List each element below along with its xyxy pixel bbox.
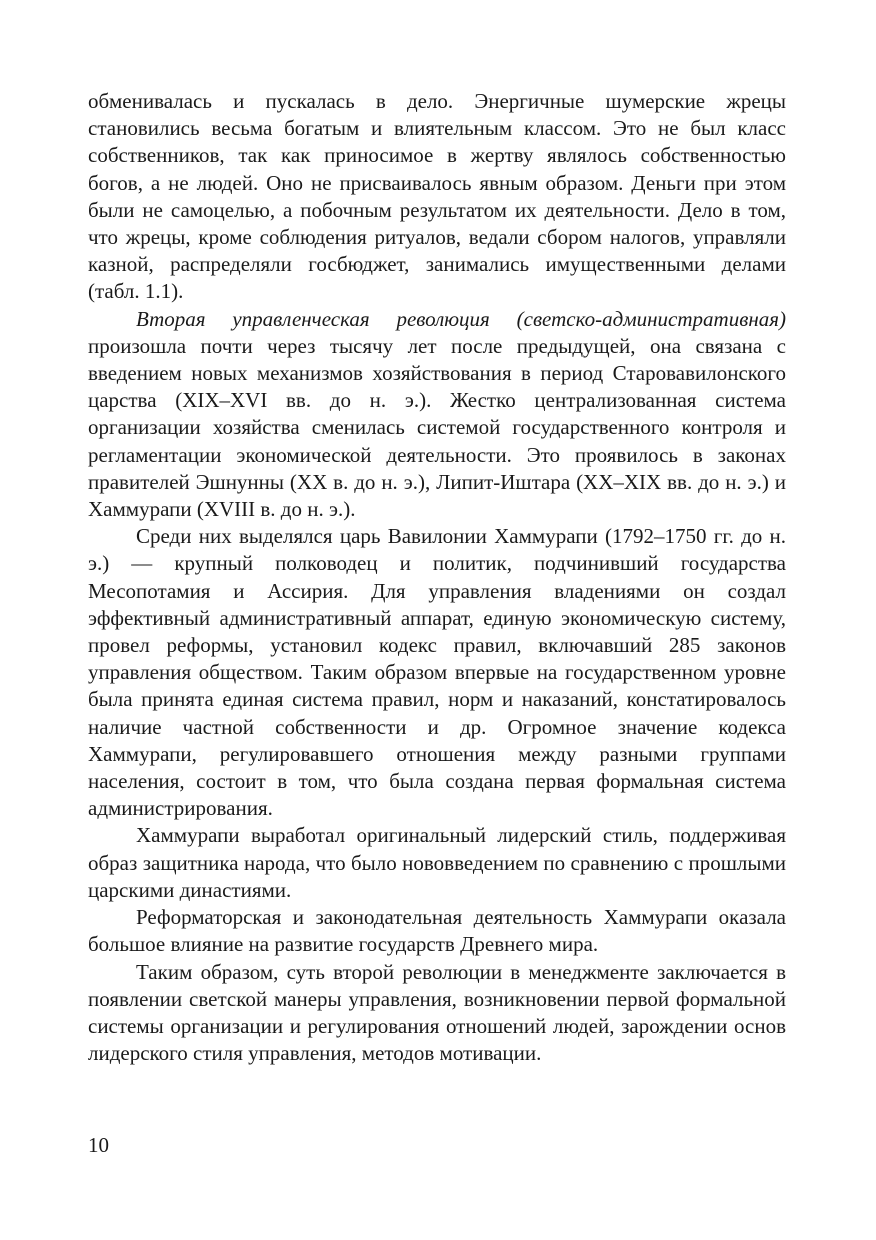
paragraph-3 xyxy=(88,523,786,822)
paragraph-4 xyxy=(88,822,786,904)
paragraph-1-text: обменивалась и пускалась в дело. Энергичные шумерские жрецы становились весьма богатым и влиятельным классом. Это не был класс собственников, так как приносимое в жертву являлось собственностью богов, а не людей. Оно не присваивалось явным образом. Деньги при этом были не самоцелью, а побочным результатом их деятельности. Дело в том, что жрецы, кроме соблюдения ритуалов, ведали сбором налогов, управляли казной, распределяли госбюджет, занимались имущественными делами (табл. 1.1). xyxy=(88,89,786,304)
paragraph-5 xyxy=(88,904,786,958)
page-body xyxy=(88,88,786,1067)
page-number: 10 xyxy=(88,1133,109,1157)
paragraph-6 xyxy=(88,959,786,1068)
paragraph-6-text: Таким образом, суть второй революции в менеджменте заключается в появлении светской манеры управления, возникновении первой формальной системы организации и регулирования отношений людей, зарождении основ лидерского стиля управления, методов мотивации. xyxy=(88,959,786,1066)
paragraph-3-text: Среди них выделялся царь Вавилонии Хаммурапи (1792–1750 гг. до н. э.) — крупный полководец и политик, подчинивший государства Месопотамия и Ассирия. Для управления владениями он создал эффективный административный аппарат, единую экономическую систему, провел реформы, установил кодекс правил, включавший 285 законов управления обществом. Таким образом впервые на государственном уровне была принята единая система правил, норм и наказаний, констатировалось наличие частной собственности и др. Огромное значение кодекса Хаммурапи, регулировавшего отношения между разными группами населения, состоит в том, что была создана первая формальная система администрирования. xyxy=(88,524,786,821)
paragraph-5-text: Реформаторская и законодательная деятельность Хаммурапи оказала большое влияние на развитие государств Древнего мира. xyxy=(88,905,786,957)
paragraph-2-text: произошла почти через тысячу лет после предыдущей, она связана с введением новых механизмов хозяйствования в период Старовавилонского царства (XIX–XVI вв. до н. э.). Жестко централизованная система организации хозяйства сменилась системой государственного контроля и регламентации экономической деятельности. Это проявилось в законах правителей Эшнунны (XX в. до н. э.), Липит-Иштара (XX–XIX вв. до н. э.) и Хаммурапи (XVIII в. до н. э.). xyxy=(88,333,786,522)
paragraph-2 xyxy=(88,306,786,524)
paragraph-2-italic-term: Вторая управленческая революция (светско-административная) xyxy=(136,306,786,331)
paragraph-4-text: Хаммурапи выработал оригинальный лидерский стиль, поддерживая образ защитника народа, что было нововведением по сравнению с прошлыми царскими династиями. xyxy=(88,823,786,902)
paragraph-1 xyxy=(88,88,786,306)
